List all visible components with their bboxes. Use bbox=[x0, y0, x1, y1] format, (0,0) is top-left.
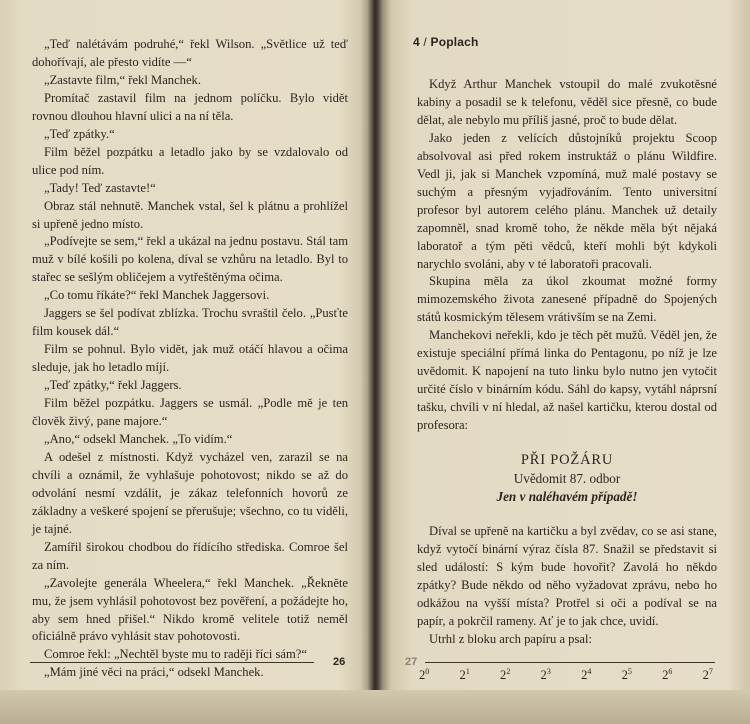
paragraph: „Teď zpátky.“ bbox=[44, 126, 115, 141]
paragraph: „Tady! Teď zastavte!“ bbox=[44, 180, 156, 195]
paragraph: Utrhl z bloku arch papíru a psal: bbox=[429, 631, 592, 646]
notice-instruction: Uvědomit 87. odbor bbox=[513, 471, 621, 487]
paragraph: „Zavolejte generála Wheelera,“ řekl Manchek. „Řekněte mu, že jsem vyhlásil pohotovost bez pověření, a požádejte ho, aby sem hned přišel.“ Nikdo kromě velitele totiž neměl oficiálně právo vyhlásit stav pohotovosti. bbox=[32, 575, 348, 644]
paragraph: A odešel z místnosti. Když vycházel ven, zarazil se na chvíli a oznámil, že vyhlašuje pohotovost; nikdo se až do odvolání nesmí vzdálit, je zákaz telefonních hovorů ze základny a veškeré spojení se přerušuje; všechno, co tu viděli, je tajné. bbox=[32, 449, 348, 536]
paragraph: Díval se upřeně na kartičku a byl zvědav, co se asi stane, když vytočí binární výraz čísla 87. Snažil se představit si sled událostí: S kým bude hovořit? Zavolá ho někdo zpátky? Bude někdo od něho vyžadovat zprávu, nebo ho odkážou na vyšší místa? Protřel si oči a podíval se na papír, a pokrčil rameny. Ať je to jak chce, uvidí. bbox=[417, 524, 717, 628]
paragraph: Film běžel pozpátku a letadlo jako by se vzdalovalo od ulice pod ním. bbox=[32, 144, 348, 177]
paragraph: „Teď zpátky,“ řekl Jaggers. bbox=[44, 378, 182, 393]
chapter-number: 4 bbox=[413, 35, 420, 49]
paragraph: Jaggers se šel podívat zblízka. Trochu svraštil čelo. „Pusťte film kousek dál.“ bbox=[32, 306, 348, 339]
paragraph: Obraz stál nehnutě. Manchek vstal, šel k plátnu a prohlížel si upřeně jedno místo. bbox=[32, 198, 348, 231]
power-of-two bbox=[541, 663, 551, 685]
gutter-shadow-right bbox=[377, 0, 391, 724]
power-exponent: 0 bbox=[425, 666, 430, 676]
paragraph: Manchekovi neřekli, kdo je těch pět mužů. Věděl jen, že existuje speciální přímá linka do Pentagonu, po níž je lze uvědomit. K napojení na tuto linku bylo nutno jen vytočit určité číslo v binárním kódu. Sáhl do kapsy, vytáhl náprsní tašku, chvíli v ní hledal, až našel kartičku, kterou dostal od profesora: bbox=[417, 328, 717, 433]
power-base: 2 bbox=[702, 667, 709, 682]
power-exponent: 3 bbox=[546, 666, 551, 676]
power-of-two bbox=[460, 663, 470, 685]
chapter-title: Poplach bbox=[430, 35, 479, 49]
paragraph: Film běžel pozpátku. Jaggers se usmál. „Podle mě je ten člověk živý, pane majore.“ bbox=[32, 396, 348, 429]
power-base: 2 bbox=[581, 667, 588, 682]
power-base: 2 bbox=[419, 667, 426, 682]
right-page bbox=[377, 0, 750, 690]
power-base: 2 bbox=[540, 667, 547, 682]
binary-powers-row bbox=[417, 663, 717, 685]
paragraph: „Teď nalétávám podruhé,“ řekl Wilson. „Světlice už teď dohořívají, ale přesto vidíte —“ bbox=[32, 37, 348, 69]
notice-heading: PŘI POŽÁRU bbox=[520, 452, 614, 469]
right-footer-rule bbox=[425, 662, 715, 663]
paragraph: Zamířil širokou chodbou do řídícího střediska. Comroe šel za ním. bbox=[32, 539, 348, 572]
right-page-number: 27 bbox=[405, 656, 418, 668]
left-page-number: 26 bbox=[333, 656, 346, 668]
left-footer-rule bbox=[30, 662, 314, 663]
page-bottom-edge bbox=[0, 690, 750, 724]
paragraph: „Ano,“ odsekl Manchek. „To vidím.“ bbox=[44, 431, 233, 446]
gutter-shadow-left bbox=[360, 0, 377, 724]
power-exponent: 5 bbox=[627, 666, 632, 676]
power-exponent: 4 bbox=[587, 666, 592, 676]
paragraph: „Podívejte se sem,“ řekl a ukázal na jednu postavu. Stál tam muž v bílé košili po kolena, díval se vzhůru na letadlo. Byl to stařec se sešlým obličejem a vytřeštěnýma očima. bbox=[32, 234, 348, 285]
header-separator: / bbox=[423, 35, 431, 49]
power-of-two bbox=[662, 663, 672, 685]
power-base: 2 bbox=[621, 667, 628, 682]
right-text-before-notice bbox=[417, 76, 717, 435]
paragraph: Skupina měla za úkol zkoumat možné formy mimozemského života zanesené případně do Spojených států kosmickým tělesem vrátivším se na Zemi. bbox=[417, 274, 717, 325]
power-base: 2 bbox=[500, 667, 507, 682]
power-exponent: 1 bbox=[465, 666, 470, 676]
notice-emergency-line: Jen v naléhavém případě! bbox=[496, 489, 638, 505]
power-of-two bbox=[622, 663, 632, 685]
paragraph: Promítač zastavil film na jednom políčku. Bylo vidět rovnou dlouhou hlavní ulici a na ní těla. bbox=[32, 90, 348, 123]
paragraph: „Co tomu říkáte?“ řekl Manchek Jaggersovi. bbox=[44, 288, 270, 303]
power-of-two bbox=[703, 663, 713, 685]
paragraph: Film se pohnul. Bylo vidět, jak muž otáčí hlavou a očima sleduje, jak ho letadlo míjí. bbox=[32, 342, 348, 375]
left-page-text bbox=[32, 36, 348, 682]
fire-notice-card bbox=[417, 450, 717, 506]
power-of-two bbox=[581, 663, 591, 685]
paragraph: Když Arthur Manchek vstoupil do malé zvukotěsné kabiny a posadil se k telefonu, věděl sice přesně, co bude dělat, ale nebylo mu příliš jasné, proč to bude dělat. bbox=[417, 77, 717, 127]
paragraph: „Mám jiné věci na práci,“ odsekl Manchek. bbox=[44, 665, 264, 680]
right-text-after-notice bbox=[417, 523, 717, 649]
power-base: 2 bbox=[459, 667, 466, 682]
power-base: 2 bbox=[662, 667, 669, 682]
chapter-header bbox=[413, 35, 479, 49]
power-exponent: 6 bbox=[668, 666, 673, 676]
power-exponent: 2 bbox=[506, 666, 511, 676]
power-of-two bbox=[500, 663, 510, 685]
right-page-text bbox=[417, 76, 717, 685]
paragraph: Comroe řekl: „Nechtěl byste mu to raději říci sám?“ bbox=[44, 647, 307, 662]
power-exponent: 7 bbox=[708, 666, 713, 676]
power-of-two bbox=[419, 663, 429, 685]
paragraph: „Zastavte film,“ řekl Manchek. bbox=[44, 72, 202, 87]
paragraph: Jako jeden z velících důstojníků projektu Scoop absolvoval asi před rokem instruktáž o plánu Wildfire. Vedl ji, jak si Manchek vzpomíná, muž malé postavy se suchým a přesným vyjadřováním. Tento universitní profesor byl autorem celého plánu. Manchek už detaily zapomněl, snad kromě toho, že někde měla být nějaká laboratoř a tým pěti vědců, kteří mohli být kdykoli narychlo svoláni, aby v té laboratoři pracovali. bbox=[417, 130, 717, 271]
left-page bbox=[0, 0, 373, 690]
